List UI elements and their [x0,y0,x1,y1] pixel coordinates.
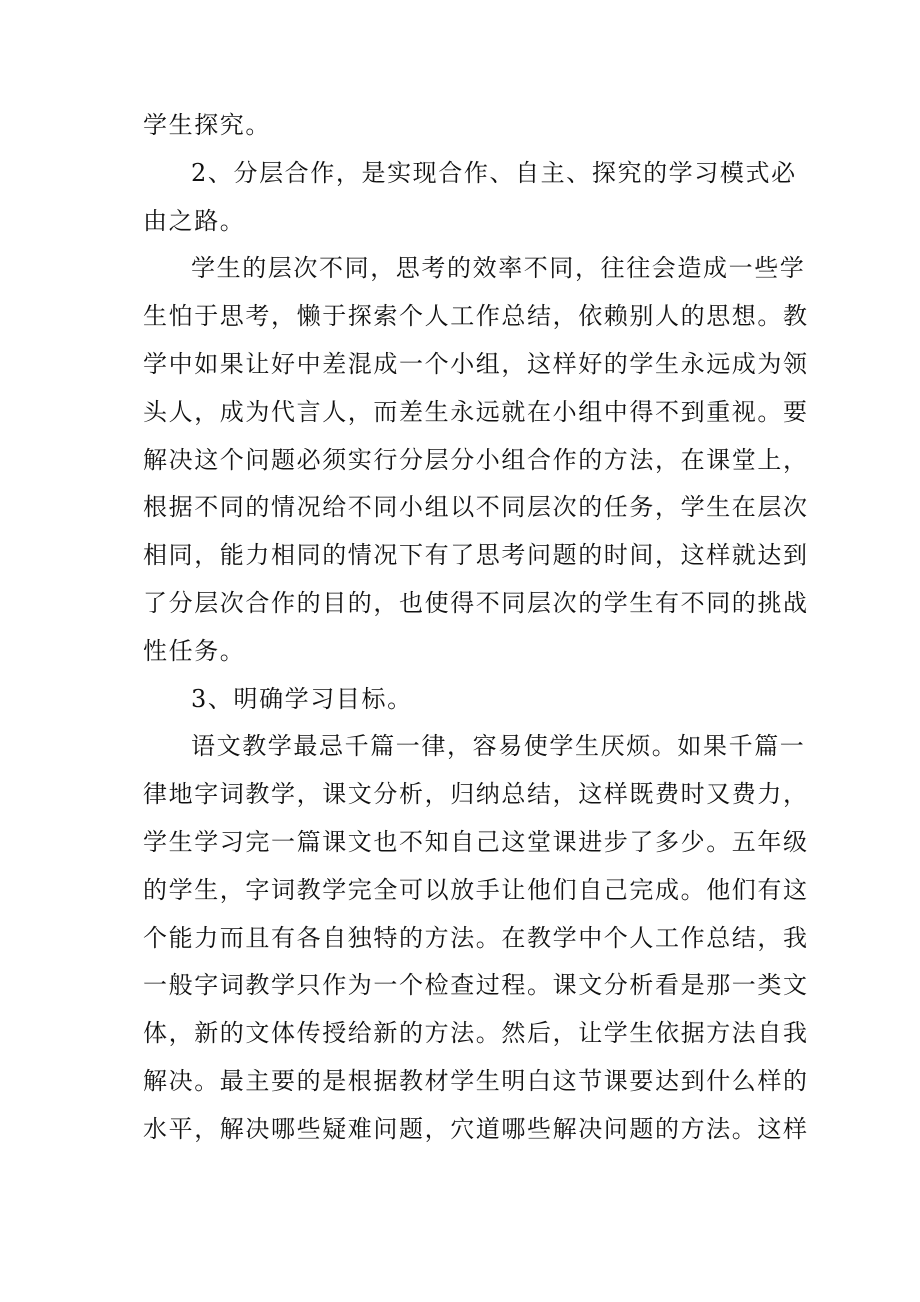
text-line: 个能力而且有各自独特的方法。在教学中个人工作总结，我 [143,923,809,952]
text-line: 一般字词教学只作为一个检查过程。课文分析看是那一类文 [143,971,809,1000]
text-line: 根据不同的情况给不同小组以不同层次的任务，学生在层次 [143,493,809,522]
text-line: 生怕于思考，懒于探索个人工作总结，依赖别人的思想。教 [143,302,809,331]
text-line: 了分层次合作的目的，也使得不同层次的学生有不同的挑战 [143,588,809,617]
text-line: 学生的层次不同，思考的效率不同，往往会造成一些学 [191,254,806,283]
text-line: 的学生，字词教学完全可以放手让他们自己完成。他们有这 [143,875,809,904]
text-line: 相同，能力相同的情况下有了思考问题的时间，这样就达到 [143,541,809,570]
text-line: 头人，成为代言人，而差生永远就在小组中得不到重视。要 [143,397,809,426]
text-line: 解决。最主要的是根据教材学生明白这节课要达到什么样的 [143,1066,809,1095]
text-line: 学中如果让好中差混成一个小组，这样好的学生永远成为领 [143,349,809,378]
text-line: 性任务。 [143,636,246,665]
text-line: 体，新的文体传授给新的方法。然后，让学生依据方法自我 [143,1019,809,1048]
text-line: 学生探究。 [143,111,271,139]
text-line: 学生学习完一篇课文也不知自己这堂课进步了多少。五年级 [143,827,809,856]
text-line: 由之路。 [143,206,246,235]
document-body [143,102,809,1154]
text-line: 解决这个问题必须实行分层分小组合作的方法，在课堂上， [143,445,809,474]
text-line: 水平，解决哪些疑难问题，穴道哪些解决问题的方法。这样 [143,1114,809,1143]
text-line: 2、分层合作，是实现合作、自主、探究的学习模式必 [191,158,797,187]
text-line: 3、明确学习目标。 [191,684,413,713]
text-line: 律地字词教学，课文分析，归纳总结，这样既费时又费力， [143,780,809,809]
text-line: 语文教学最忌千篇一律，容易使学生厌烦。如果千篇一 [191,732,806,761]
